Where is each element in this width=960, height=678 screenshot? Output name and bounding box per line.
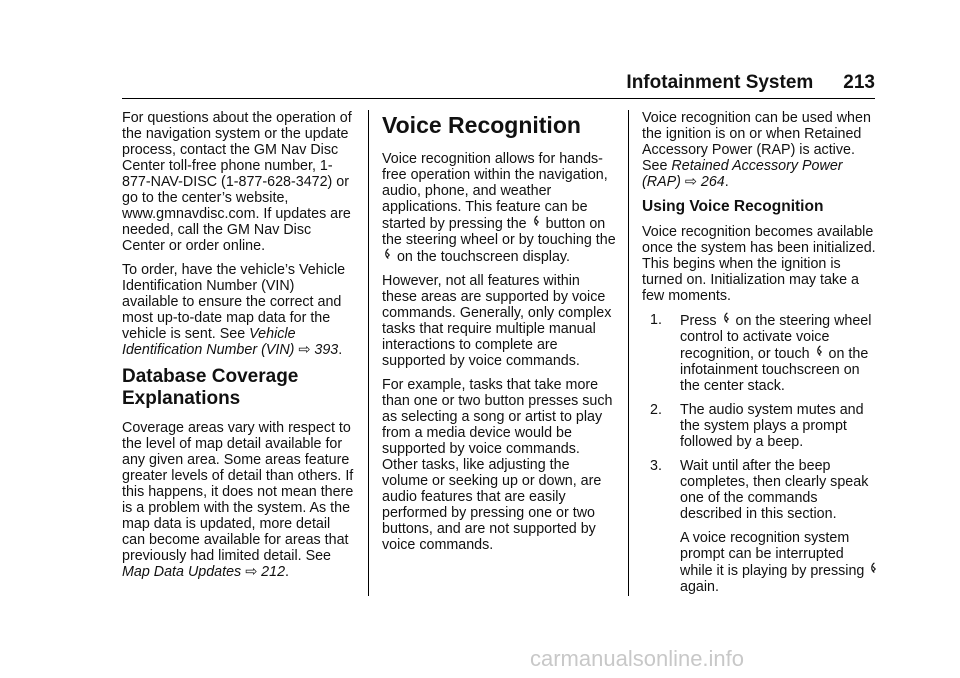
step-number: 1. bbox=[650, 312, 662, 328]
step-text-part: Wait until after the beep completes, then clearly speak one of the commands described in this section. bbox=[680, 458, 869, 522]
voice-recognition-icon bbox=[532, 215, 541, 229]
voice-recognition-icon bbox=[722, 312, 731, 326]
xref-link[interactable]: Vehicle Identification Number (VIN) bbox=[122, 326, 296, 358]
paragraph-text: Coverage areas vary with respect to the level of map detail available for any given area. Some areas feature greater levels of detail than others. If this happens, it does not mean there is a problem with the system. As the map data is updated, more detail can become available for areas that previously had limited detail. See bbox=[122, 420, 354, 564]
list-item bbox=[642, 402, 880, 450]
page-ref[interactable]: 264 bbox=[700, 174, 725, 190]
voice-recognition-icon bbox=[869, 562, 878, 576]
column-1 bbox=[122, 110, 354, 588]
section-heading: Database Coverage Explanations bbox=[122, 366, 299, 409]
section-heading: Voice Recognition bbox=[382, 112, 581, 138]
watermark: carmanualsonline.info bbox=[530, 646, 745, 671]
arrow-icon: ⇨ bbox=[298, 342, 311, 358]
paragraph: Coverage areas vary with respect to the level of map detail available for any given area. Some areas feature greater levels of detail than others. If this happens, it does not mean there is a problem with the system. As the map data is updated, more detail can become available for areas that previously had limited detail. See Map Data Updates ⇨ 212. bbox=[122, 420, 354, 580]
step-text: The audio system mutes and the system plays a prompt followed by a beep. bbox=[680, 402, 864, 450]
header-rule bbox=[122, 98, 875, 99]
paragraph: For example, tasks that take more than one or two button presses such as selecting a song or artist to play from a media device would be supported by voice commands. Other tasks, like adjusting the volume or seeking up or down, are audio features that are easily performed by pressing one or two buttons, and are not supported by voice commands. bbox=[382, 377, 613, 553]
subsection-heading: Using Voice Recognition bbox=[642, 198, 824, 215]
column-divider bbox=[628, 110, 629, 596]
paragraph bbox=[382, 151, 617, 265]
page-ref[interactable]: 393 bbox=[314, 342, 339, 358]
step-text-part: on the infotainment touchscreen on the center stack. bbox=[680, 346, 869, 394]
list-item bbox=[642, 312, 880, 394]
step-subparagraph bbox=[680, 530, 880, 595]
page-header bbox=[122, 72, 875, 94]
paragraph-text: on the touchscreen display. bbox=[396, 249, 570, 265]
step-number: 3. bbox=[650, 458, 662, 474]
list-item bbox=[642, 458, 880, 603]
column-divider bbox=[368, 110, 369, 596]
step-text bbox=[680, 312, 880, 394]
paragraph: Voice recognition can be used when the ignition is on or when Retained Accessory Power (RAP) is active. See Retained Accessory Power (RAP) ⇨ 264. bbox=[642, 110, 871, 190]
step-text-part: on the steering wheel control to activate voice recognition, or touch bbox=[680, 313, 872, 362]
section-title: Infotainment System bbox=[626, 72, 814, 93]
paragraph: For questions about the operation of the navigation system or the update process, contact the GM Nav Disc Center toll-free phone number, 1-877-NAV-DISC (1-877-628-3472) or go to the center’s website, www.gmnavdisc.com. If updates are needed, call the GM Nav Disc Center or order online. bbox=[122, 110, 352, 254]
column-2 bbox=[382, 110, 617, 561]
paragraph: Voice recognition becomes available once the system has been initialized. This begins when the ignition is turned on. Initialization may take a few moments. bbox=[642, 224, 876, 304]
voice-recognition-icon bbox=[815, 345, 824, 359]
page-ref[interactable]: 212 bbox=[261, 564, 286, 580]
paragraph-text: Voice recognition can be used when the ignition is on or when Retained Accessory Power (RAP) is active. See bbox=[642, 110, 871, 174]
page-number: 213 bbox=[843, 72, 875, 93]
steps-list bbox=[642, 312, 880, 603]
paragraph: However, not all features within these areas are supported by voice commands. Generally, only complex tasks that require multiple manual interactions to complete are supported by voice commands. bbox=[382, 273, 612, 369]
paragraph: To order, have the vehicle’s Vehicle Identification Number (VIN) available to ensure the correct and most up-to-date map data for the vehicle is sent. See Vehicle Identification Number (VIN) ⇨ 393. bbox=[122, 262, 346, 358]
paragraph-text: To order, have the vehicle’s Vehicle Identification Number (VIN) available to ensure the correct and most up-to-date map data for the vehicle is sent. See bbox=[122, 262, 346, 342]
step-text-part: A voice recognition system prompt can be interrupted while it is playing by pressing bbox=[680, 530, 865, 579]
step-text bbox=[680, 458, 880, 603]
step-text-part: again. bbox=[680, 579, 719, 595]
step-text-part: Press bbox=[680, 313, 717, 329]
voice-recognition-icon bbox=[383, 248, 392, 262]
paragraph-text: Voice recognition allows for hands-free operation within the navigation, audio, phone, and weather applications. This feature can be started by pressing the bbox=[382, 151, 608, 232]
column-3 bbox=[642, 110, 880, 611]
arrow-icon: ⇨ bbox=[684, 174, 697, 190]
xref-link[interactable]: Map Data Updates bbox=[122, 564, 242, 580]
arrow-icon: ⇨ bbox=[245, 564, 258, 580]
step-number: 2. bbox=[650, 402, 662, 418]
xref-link[interactable]: Retained Accessory Power (RAP) bbox=[642, 158, 843, 190]
paragraph-text: button on the steering wheel or by touching the bbox=[382, 216, 616, 248]
